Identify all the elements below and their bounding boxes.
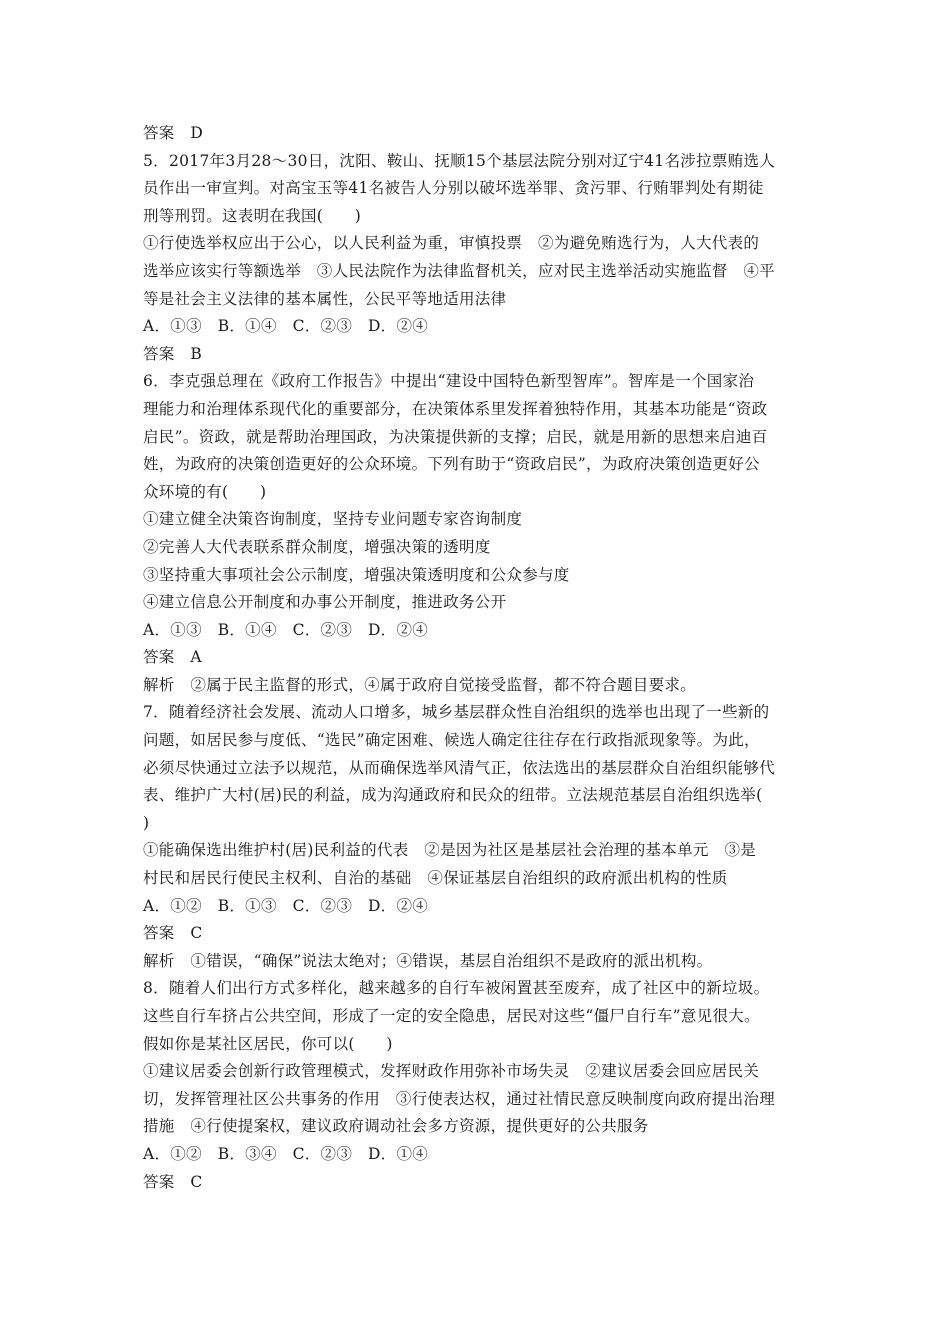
question-8-statements: 措施 ④行使提案权，建议政府调动社会多方资源，提供更好的公共服务 — [143, 1117, 649, 1136]
document-body — [143, 120, 811, 1196]
answer-line: 答案 C — [143, 1172, 203, 1191]
question-7-stem: 7．随着经济社会发展、流动人口增多，城乡基层群众性自治组织的选举也出现了一些新的 — [143, 703, 770, 722]
question-6-statement: ④建立信息公开制度和办事公开制度，推进政务公开 — [143, 593, 507, 612]
answer-line: 答案 B — [143, 344, 203, 363]
question-8-stem: 假如你是某社区居民，你可以( ) — [143, 1034, 393, 1053]
question-5-stem: 5．2017年3月28～30日，沈阳、鞍山、抚顺15个基层法院分别对辽宁41名涉拉票贿选人 — [143, 151, 776, 170]
question-5-options: A．①③ B．①④ C．②③ D．②④ — [143, 317, 429, 336]
question-5-stem: 刑等刑罚。这表明在我国( ) — [143, 206, 362, 225]
question-6-stem: 理能力和治理体系现代化的重要部分，在决策体系里发挥着独特作用，其基本功能是“资政 — [143, 399, 768, 418]
question-7-statements: ①能确保选出维护村(居)民利益的代表 ②是因为社区是基层社会治理的基本单元 ③是 — [143, 841, 757, 860]
answer-line: 答案 C — [143, 924, 203, 943]
question-7-stem: ) — [143, 813, 150, 832]
question-5-statements: ①行使选举权应出于公心，以人民利益为重，审慎投票 ②为避免贿选行为，人大代表的 — [143, 234, 760, 253]
question-6-options: A．①③ B．①④ C．②③ D．②④ — [143, 620, 429, 639]
question-7-options: A．①② B．①③ C．②③ D．②④ — [143, 896, 429, 915]
question-5-stem: 员作出一审宣判。对高宝玉等41名被告人分别以破坏选举罪、贪污罪、行贿罪判处有期徒 — [143, 179, 764, 198]
question-8-statements: ①建议居委会创新行政管理模式，发挥财政作用弥补市场失灵 ②建议居委会回应居民关 — [143, 1062, 760, 1081]
question-5-statements: 等是社会主义法律的基本属性，公民平等地适用法律 — [143, 289, 507, 308]
analysis-line: 解析 ①错误，“确保”说法太绝对；④错误，基层自治组织不是政府的派出机构。 — [143, 951, 713, 970]
question-8-options: A．①② B．③④ C．②③ D．①④ — [143, 1144, 429, 1163]
question-8-statements: 切，发挥管理社区公共事务的作用 ③行使表达权，通过社情民意反映制度向政府提出治理 — [143, 1089, 776, 1108]
question-8-stem: 8．随着人们出行方式多样化，越来越多的自行车被闲置甚至废弃，成了社区中的新垃圾。 — [143, 979, 770, 998]
question-7-statements: 村民和居民行使民主权利、自治的基础 ④保证基层自治组织的政府派出机构的性质 — [143, 869, 728, 888]
question-6-statement: ①建立健全决策咨询制度，坚持专业问题专家咨询制度 — [143, 510, 523, 529]
question-7-stem: 问题，如居民参与度低、“选民”确定困难、候选人确定往往存在行政指派现象等。为此， — [143, 731, 760, 750]
answer-line: 答案 A — [143, 648, 202, 667]
question-6-stem: 6．李克强总理在《政府工作报告》中提出“建设中国特色新型智库”。智库是一个国家治 — [143, 372, 755, 391]
answer-line: 答案 D — [143, 124, 204, 142]
question-5-statements: 选举应该实行等额选举 ③人民法院作为法律监督机关，应对民主选举活动实施监督 ④平 — [143, 261, 776, 280]
question-6-stem: 启民”。资政，就是帮助治理国政，为决策提供新的支撑；启民，就是用新的思想来启迪百 — [143, 427, 768, 446]
question-6-stem: 众环境的有( ) — [143, 482, 267, 501]
analysis-line: 解析 ②属于民主监督的形式，④属于政府自觉接受监督，都不符合题目要求。 — [143, 675, 697, 694]
question-7-stem: 必须尽快通过立法予以规范，从而确保选举风清气正，依法选出的基层群众自治组织能够代 — [143, 758, 776, 777]
question-6-statement: ③坚持重大事项社会公示制度，增强决策透明度和公众参与度 — [143, 565, 570, 584]
question-6-statement: ②完善人大代表联系群众制度，增强决策的透明度 — [143, 537, 491, 556]
question-7-stem: 表、维护广大村(居)民的利益，成为沟通政府和民众的纽带。立法规范基层自治组织选举( — [143, 786, 763, 805]
question-6-stem: 姓，为政府的决策创造更好的公众环境。下列有助于“资政启民”，为政府决策创造更好公 — [143, 455, 760, 474]
question-8-stem: 这些自行车挤占公共空间，形成了一定的安全隐患，居民对这些“僵尸自行车”意见很大。 — [143, 1007, 760, 1025]
